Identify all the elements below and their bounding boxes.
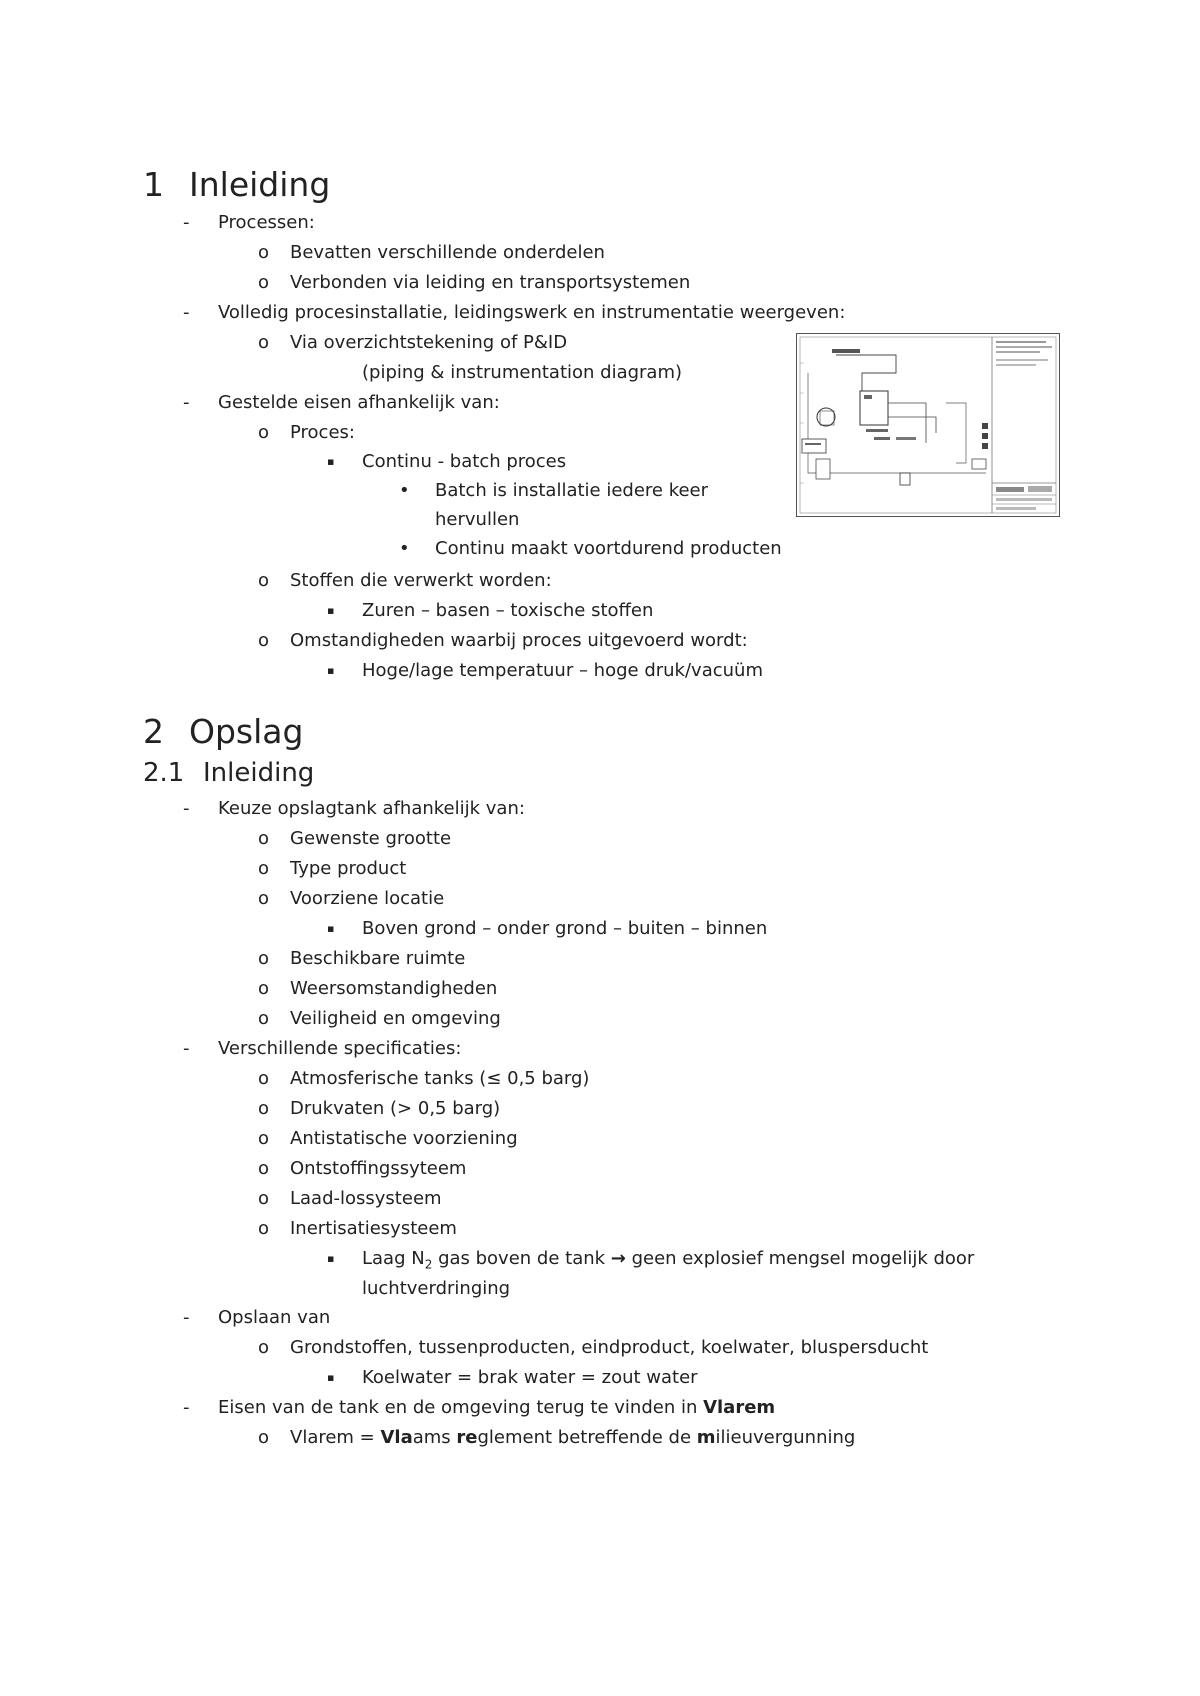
circle-bullet: o — [258, 1188, 270, 1209]
heading-title: Inleiding — [189, 165, 331, 204]
list-item: Laad-lossysteem — [290, 1188, 442, 1209]
list-item: Processen: — [218, 212, 315, 233]
list-item: Bevatten verschillende onderdelen — [290, 242, 605, 263]
heading-title: Opslag — [189, 712, 304, 751]
list-item: Grondstoffen, tussenproducten, eindproduct, koelwater, bluspersducht — [290, 1337, 929, 1358]
dash-bullet: - — [183, 212, 190, 233]
bold-text: re — [456, 1427, 478, 1448]
circle-bullet: o — [258, 570, 270, 591]
list-item: Hoge/lage temperatuur – hoge druk/vacuüm — [362, 660, 763, 681]
list-item: Stoffen die verwerkt worden: — [290, 570, 552, 591]
list-item: Keuze opslagtank afhankelijk van: — [218, 798, 525, 819]
heading-number: 1 — [143, 165, 164, 204]
circle-bullet: o — [258, 1337, 270, 1358]
heading-1-inleiding — [143, 165, 331, 204]
bold-text: Vlarem — [703, 1397, 776, 1418]
heading-title: Inleiding — [203, 758, 315, 788]
square-bullet: ▪ — [327, 1371, 335, 1384]
text-run: glement betreffende de — [477, 1427, 697, 1448]
circle-bullet: o — [258, 1128, 270, 1149]
circle-bullet: o — [258, 332, 270, 353]
circle-bullet: o — [258, 1068, 270, 1089]
text-run: gas boven de tank — [432, 1248, 611, 1269]
text-run: Laag N — [362, 1248, 425, 1269]
list-item: Zuren – basen – toxische stoffen — [362, 600, 654, 621]
bold-text: Vla — [380, 1427, 413, 1448]
list-item: Beschikbare ruimte — [290, 948, 466, 969]
list-item: Omstandigheden waarbij proces uitgevoerd wordt: — [290, 630, 748, 651]
list-item — [290, 1427, 855, 1449]
list-item — [218, 1397, 775, 1419]
circle-bullet: o — [258, 272, 270, 293]
list-item: Proces: — [290, 422, 355, 443]
circle-bullet: o — [258, 888, 270, 909]
circle-bullet: o — [258, 1218, 270, 1239]
list-item: Via overzichtstekening of P&ID — [290, 332, 568, 353]
list-item: Ontstoffingssyteem — [290, 1158, 467, 1179]
text-run: ams — [412, 1427, 457, 1448]
circle-bullet: o — [258, 1158, 270, 1179]
dash-bullet: - — [183, 798, 190, 819]
text-run: Eisen van de tank en de omgeving terug te vinden in — [218, 1397, 704, 1418]
list-item: Drukvaten (> 0,5 barg) — [290, 1098, 501, 1119]
dash-bullet: - — [183, 1307, 190, 1328]
dash-bullet: - — [183, 1397, 190, 1418]
text-run: Vlarem = — [290, 1427, 381, 1448]
list-item: Voorziene locatie — [290, 888, 445, 909]
list-item: Volledig procesinstallatie, leidingswerk en instrumentatie weergeven: — [218, 302, 846, 323]
list-item: Koelwater = brak water = zout water — [362, 1367, 698, 1388]
square-bullet: ▪ — [327, 1252, 335, 1265]
circle-bullet: o — [258, 1427, 270, 1448]
bold-text: m — [696, 1427, 716, 1448]
text-run: ilieuvergunning — [715, 1427, 856, 1448]
square-bullet: ▪ — [327, 455, 335, 468]
dash-bullet: - — [183, 302, 190, 323]
arrow-right-icon: → — [610, 1248, 626, 1269]
list-item: Weersomstandigheden — [290, 978, 498, 999]
list-item: Continu - batch proces — [362, 451, 567, 472]
list-item-continuation: hervullen — [435, 509, 520, 530]
list-item: Gewenste grootte — [290, 828, 452, 849]
square-bullet: ▪ — [327, 664, 335, 677]
circle-bullet: o — [258, 422, 270, 443]
circle-bullet: o — [258, 1098, 270, 1119]
heading-number: 2 — [143, 712, 164, 751]
circle-bullet: o — [258, 828, 270, 849]
circle-bullet: o — [258, 978, 270, 999]
heading-number: 2.1 — [143, 758, 185, 788]
list-item — [362, 1248, 974, 1276]
square-bullet: ▪ — [327, 922, 335, 935]
list-item: Gestelde eisen afhankelijk van: — [218, 392, 500, 413]
circle-bullet: o — [258, 242, 270, 263]
list-item: Batch is installatie iedere keer — [435, 480, 709, 501]
list-item: Atmosferische tanks (≤ 0,5 barg) — [290, 1068, 590, 1089]
circle-bullet: o — [258, 948, 270, 969]
list-item: Verschillende specificaties: — [218, 1038, 462, 1059]
list-item-continuation: luchtverdringing — [362, 1278, 511, 1299]
square-bullet: ▪ — [327, 604, 335, 617]
list-item: Type product — [290, 858, 407, 879]
circle-bullet: o — [258, 1008, 270, 1029]
list-item-continuation: (piping & instrumentation diagram) — [362, 362, 683, 383]
list-item: Inertisatiesysteem — [290, 1218, 457, 1239]
circle-bullet: o — [258, 858, 270, 879]
circle-bullet: o — [258, 630, 270, 651]
text-run: geen explosief mengsel mogelijk door — [625, 1248, 975, 1269]
round-bullet: • — [399, 538, 410, 559]
subscript: 2 — [424, 1257, 433, 1272]
pid-diagram-image — [796, 333, 1060, 517]
heading-2-opslag — [143, 712, 304, 751]
round-bullet: • — [399, 480, 410, 501]
list-item: Verbonden via leiding en transportsystemen — [290, 272, 691, 293]
dash-bullet: - — [183, 392, 190, 413]
heading-2-1-inleiding — [143, 760, 314, 786]
list-item: Continu maakt voortdurend producten — [435, 538, 782, 559]
dash-bullet: - — [183, 1038, 190, 1059]
list-item: Antistatische voorziening — [290, 1128, 518, 1149]
list-item: Veiligheid en omgeving — [290, 1008, 501, 1029]
list-item: Opslaan van — [218, 1307, 331, 1328]
list-item: Boven grond – onder grond – buiten – binnen — [362, 918, 768, 939]
